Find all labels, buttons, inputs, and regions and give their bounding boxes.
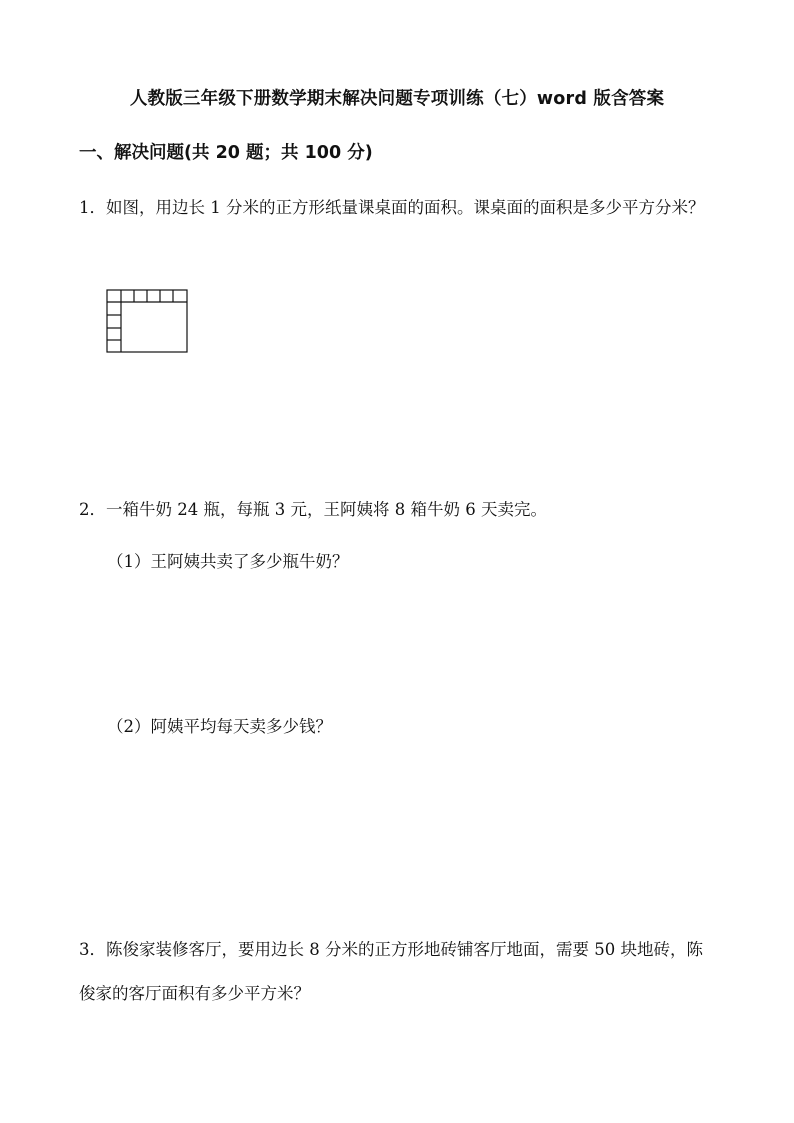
document-title: 人教版三年级下册数学期末解决问题专项训练（七）word 版含答案 (129, 89, 665, 109)
question-2: 2．一箱牛奶 24 瓶，每瓶 3 元，王阿姨将 8 箱牛奶 6 天卖完。 (79, 500, 547, 519)
question-3: 3．陈俊家装修客厅，要用边长 8 分米的正方形地砖铺客厅地面，需要 50 块地砖，陈俊家的客厅面积有多少平方米？ (79, 940, 703, 1003)
question-2-part-1: （1）王阿姨共卖了多少瓶牛奶？ (107, 552, 349, 571)
desk-grid-figure (106, 289, 188, 353)
section-heading: 一、解决问题(共 20 题；共 100 分) (79, 143, 373, 163)
question-2-part-2: （2）阿姨平均每天卖多少钱？ (107, 717, 332, 736)
question-1: 1．如图，用边长 1 分米的正方形纸量课桌面的面积。课桌面的面积是多少平方分米？ (79, 198, 705, 217)
